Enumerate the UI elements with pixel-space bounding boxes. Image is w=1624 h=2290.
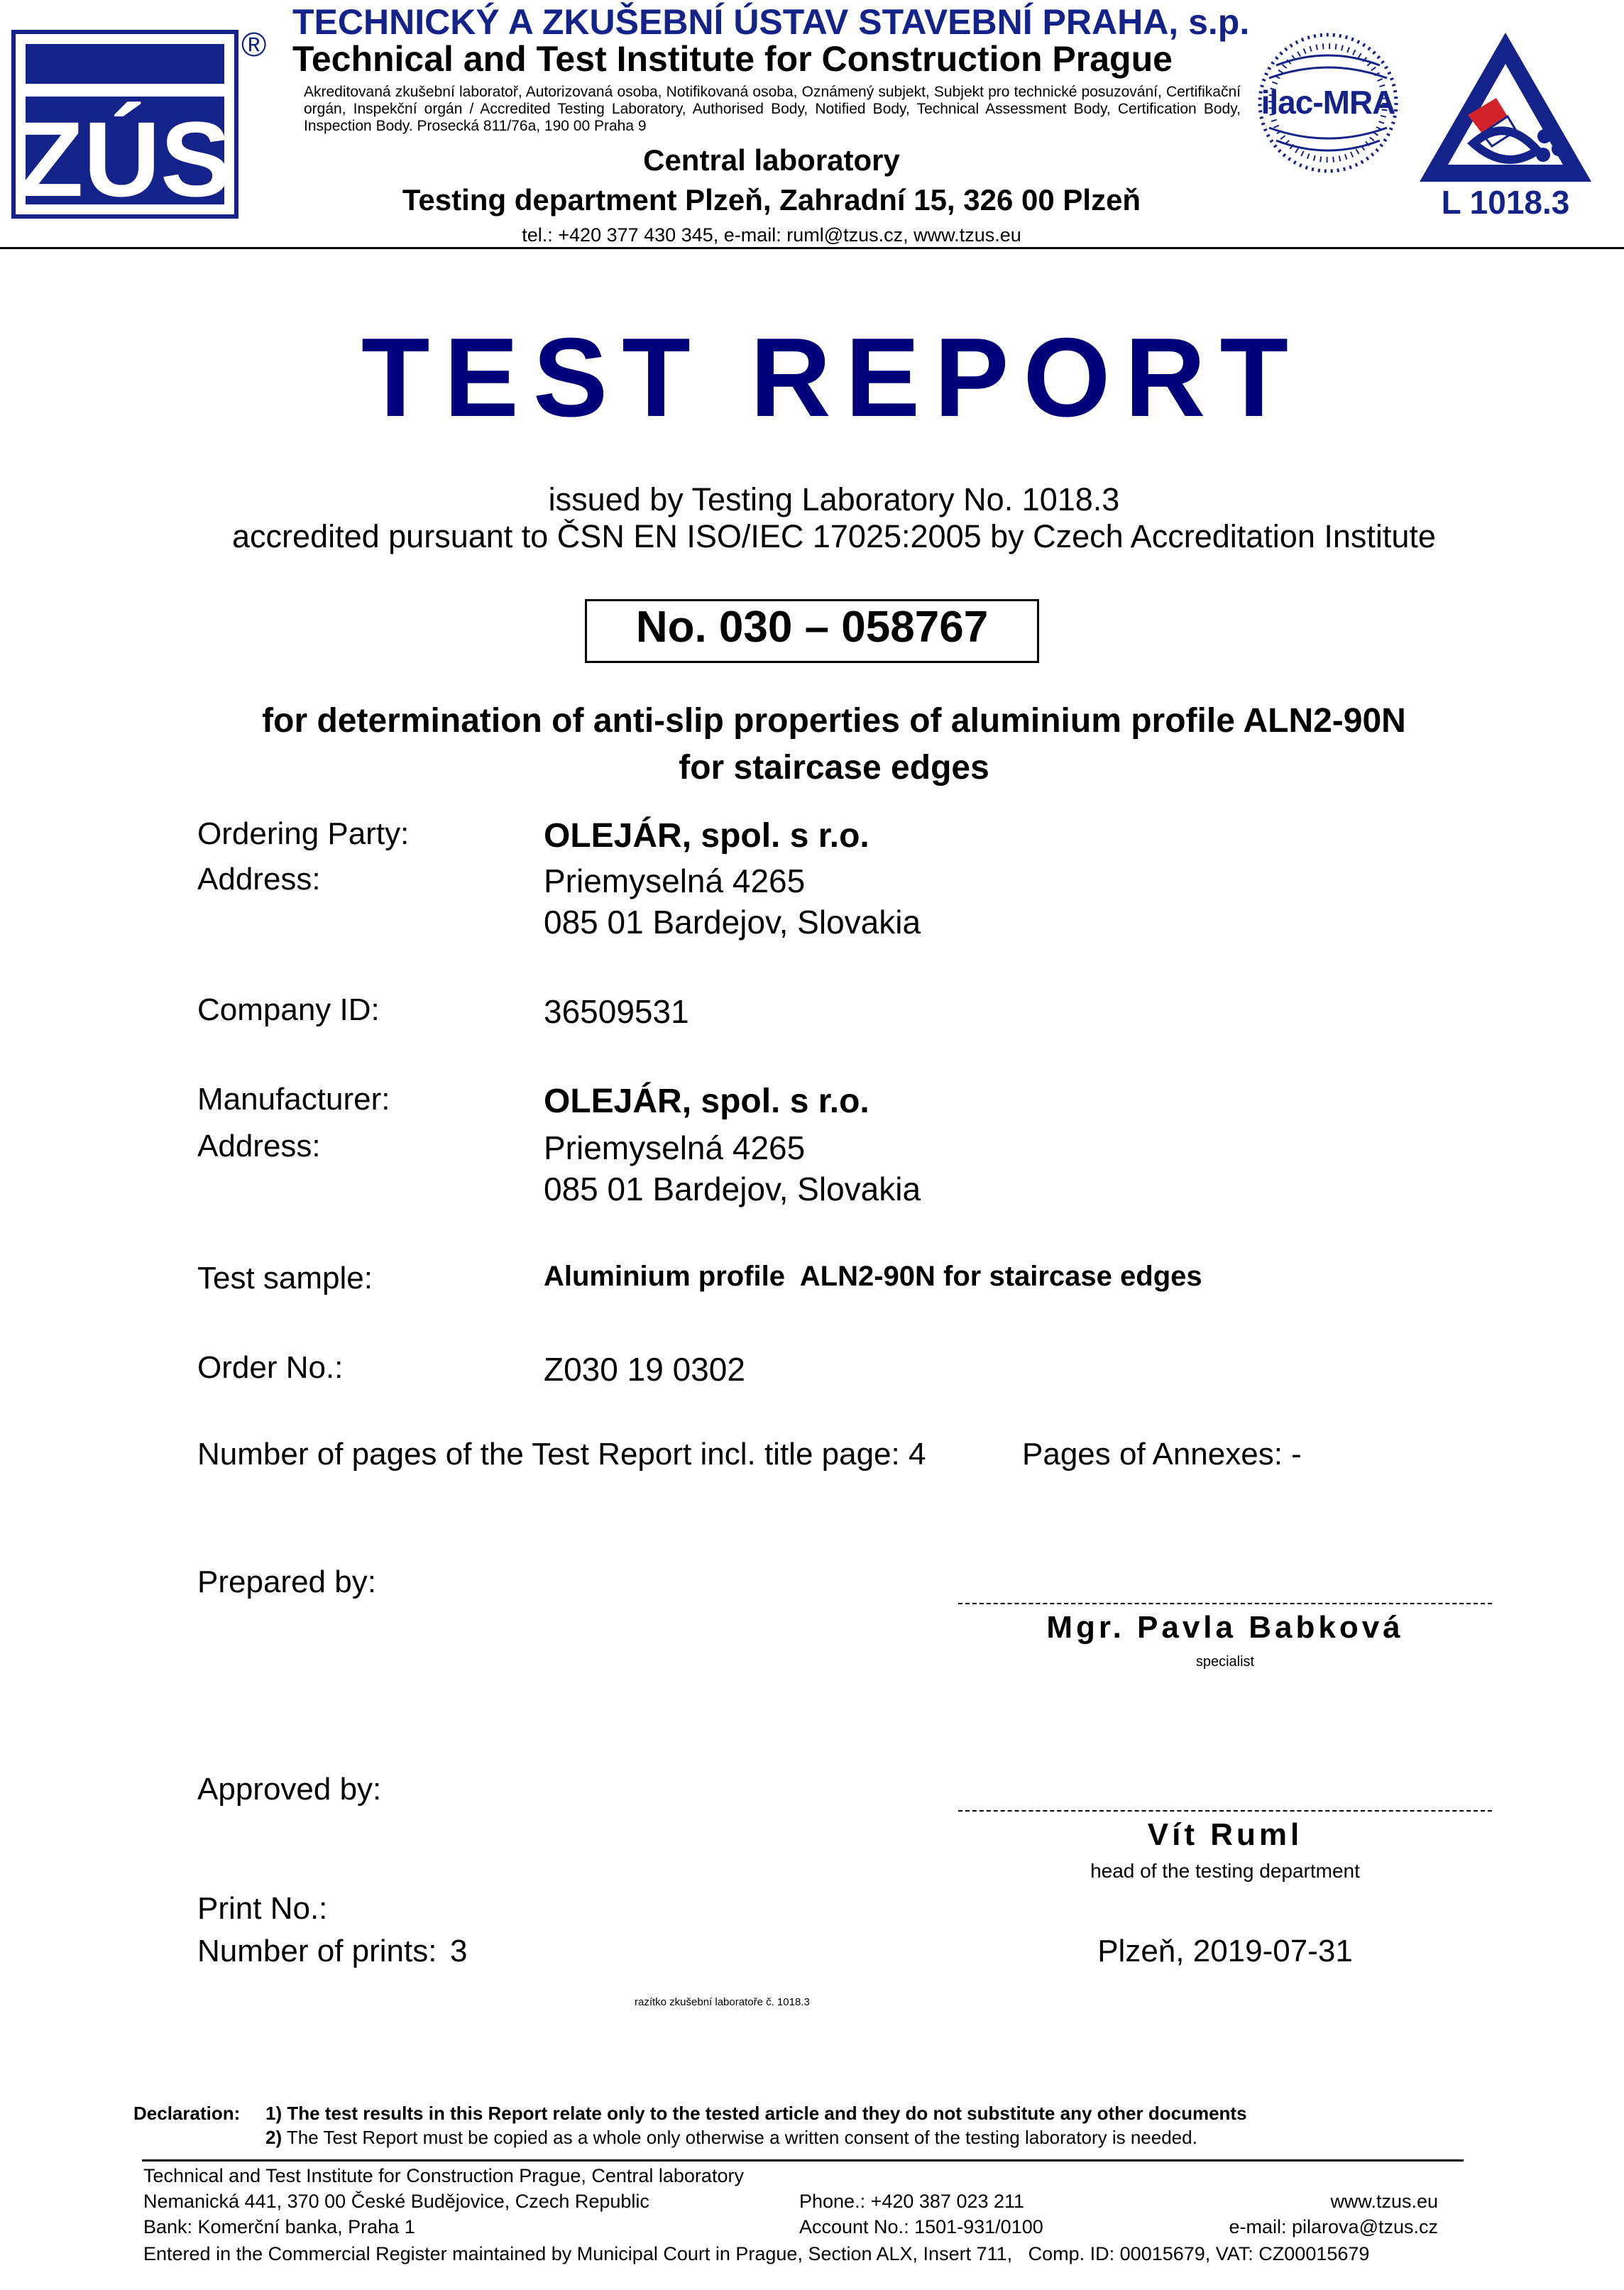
- prepared-signature-line: [958, 1603, 1492, 1604]
- central-laboratory: Central laboratory: [643, 143, 900, 177]
- zus-logo-text: ZÚS: [18, 99, 231, 219]
- ordering-address-line1: Priemyselná 4265: [544, 862, 806, 899]
- manufacturer-address-line1: Priemyselná 4265: [544, 1129, 806, 1166]
- manufacturer-address-line2: 085 01 Bardejov, Slovakia: [544, 1171, 921, 1207]
- ilac-mra-text: ilac-MRA: [1261, 84, 1395, 121]
- report-purpose-line1: for determination of anti-slip properties of aluminium profile ALN2-90N: [262, 702, 1406, 740]
- lab-code: L 1018.3: [1441, 184, 1570, 221]
- annexes-count: Pages of Annexes: -: [1022, 1437, 1302, 1472]
- registered-mark: ®: [241, 26, 267, 64]
- declaration-label: Declaration:: [133, 2103, 241, 2124]
- czech-accreditation-logo: [1417, 30, 1594, 189]
- footer-email: e-mail: pilarova@tzus.cz: [1229, 2216, 1438, 2237]
- prepared-by-name: Mgr. Pavla Babková: [1046, 1610, 1404, 1645]
- stamp-note: razítko zkušební laboratoře č. 1018.3: [635, 1996, 810, 2008]
- prepared-by-label: Prepared by:: [197, 1565, 376, 1599]
- ordering-address-line2: 085 01 Bardejov, Slovakia: [544, 904, 921, 941]
- footer-organization: Technical and Test Institute for Construction Prague, Central laboratory: [143, 2165, 744, 2186]
- footer-bank: Bank: Komerční banka, Praha 1: [143, 2216, 415, 2237]
- declaration-item-2-text: The Test Report must be copied as a whole only otherwise a written consent of the testing laboratory is needed.: [286, 2127, 1197, 2148]
- order-no-label: Order No.:: [197, 1350, 344, 1385]
- number-of-prints-label: Number of prints:: [197, 1934, 437, 1968]
- accreditation-line: accredited pursuant to ČSN EN ISO/IEC 17025:2005 by Czech Accreditation Institute: [232, 518, 1436, 554]
- pages-count: Number of pages of the Test Report incl. title page: 4: [197, 1437, 926, 1472]
- approved-by-label: Approved by:: [197, 1772, 382, 1807]
- approved-signature-line: [958, 1810, 1492, 1812]
- footer-register: Entered in the Commercial Register maintained by Municipal Court in Prague, Section ALX, Insert 711, Comp. ID: 00015679, VAT: CZ00015679: [143, 2243, 1370, 2264]
- number-of-prints-value: 3: [450, 1934, 468, 1968]
- report-purpose-line2: for staircase edges: [679, 749, 989, 787]
- footer-divider: [142, 2159, 1464, 2162]
- prepared-by-role: specialist: [1195, 1654, 1255, 1670]
- ilac-mra-logo: [1255, 28, 1401, 177]
- report-title: TEST REPORT: [361, 315, 1303, 440]
- test-sample-value: Aluminium profile ALN2-90N for staircase edges: [544, 1261, 1202, 1292]
- institute-name-czech: TECHNICKÝ A ZKUŠEBNÍ ÚSTAV STAVEBNÍ PRAHA, s.p.: [292, 2, 1250, 42]
- company-id-label: Company ID:: [197, 992, 380, 1027]
- declaration-item-2-number: 2): [265, 2127, 282, 2148]
- contact-info: tel.: +420 377 430 345, e-mail: ruml@tzus.cz, www.tzus.eu: [522, 224, 1021, 246]
- report-number: No. 030 – 058767: [635, 603, 989, 652]
- footer-account: Account No.: 1501-931/0100: [799, 2216, 1043, 2237]
- place-and-date: Plzeň, 2019-07-31: [1097, 1934, 1353, 1968]
- testing-department: Testing department Plzeň, Zahradní 15, 326 00 Plzeň: [402, 183, 1141, 217]
- manufacturer-address-label: Address:: [197, 1129, 321, 1163]
- footer-website: www.tzus.eu: [1330, 2191, 1438, 2212]
- company-id-value: 36509531: [544, 993, 689, 1030]
- accreditation-text: Akreditovaná zkušební laboratoř, Autorizovaná osoba, Notifikovaná osoba, Oznámený subjekt, Subjekt pro technické posuzování, Certifikační orgán, Inspekční orgán / Accredited Testing Laboratory, Authorised Body, Notified Body, Technical Assessment Body, Certification Body, Inspection Body. Prosecká 811/76a, 190 00 Praha 9: [304, 84, 1241, 134]
- ordering-party-value: OLEJÁR, spol. s r.o.: [544, 817, 869, 855]
- issued-by-line: issued by Testing Laboratory No. 1018.3: [548, 481, 1120, 517]
- manufacturer-label: Manufacturer:: [197, 1082, 390, 1117]
- approved-by-name: Vít Ruml: [1147, 1817, 1303, 1852]
- declaration-item-1: 1) The test results in this Report relate only to the tested article and they do not substitute any other documents: [265, 2103, 1247, 2124]
- test-sample-label: Test sample:: [197, 1261, 373, 1295]
- footer-phone: Phone.: +420 387 023 211: [799, 2191, 1025, 2212]
- footer-address: Nemanická 441, 370 00 České Budějovice, Czech Republic: [143, 2191, 649, 2212]
- ordering-address-label: Address:: [197, 862, 321, 897]
- manufacturer-value: OLEJÁR, spol. s r.o.: [544, 1083, 869, 1120]
- approved-by-role: head of the testing department: [1090, 1860, 1360, 1882]
- header-divider: [0, 247, 1624, 249]
- institute-name-english: Technical and Test Institute for Construction Prague: [292, 39, 1173, 79]
- declaration-item-2: [265, 2127, 1197, 2149]
- ordering-party-label: Ordering Party:: [197, 816, 410, 851]
- print-no-label: Print No.:: [197, 1891, 328, 1926]
- order-no-value: Z030 19 0302: [544, 1351, 745, 1388]
